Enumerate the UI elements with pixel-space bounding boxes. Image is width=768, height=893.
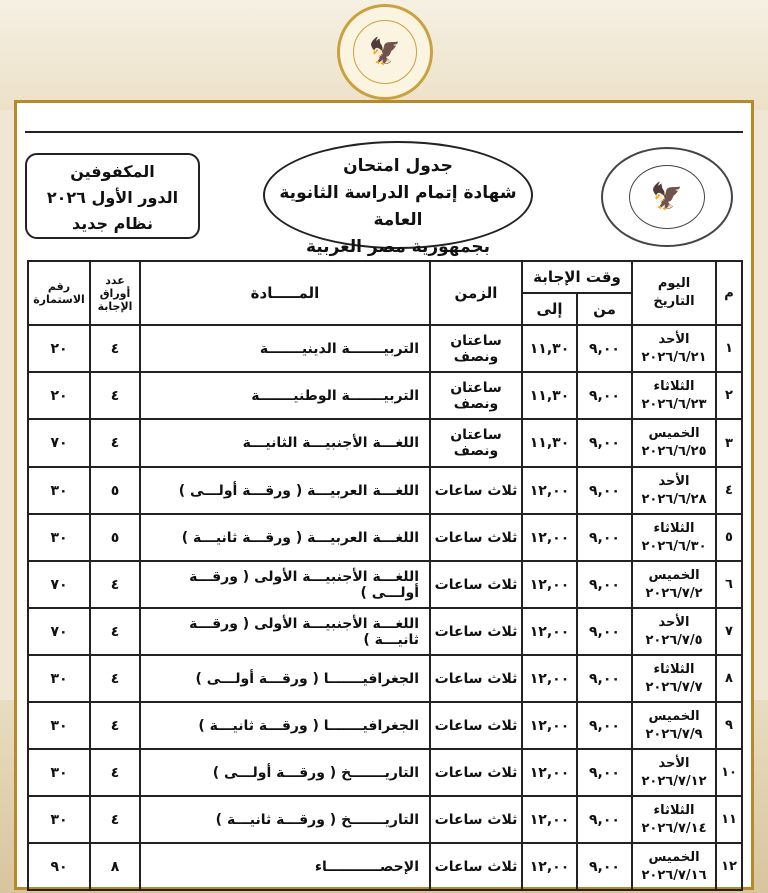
duration: ثلاث ساعات — [430, 467, 522, 514]
answer-sheets-count: ٤ — [90, 749, 140, 796]
start-time: ٩,٠٠ — [577, 702, 632, 749]
start-time: ٩,٠٠ — [577, 749, 632, 796]
duration: ثلاث ساعات — [430, 561, 522, 608]
day-name: الخميس — [648, 567, 700, 583]
row-number: ٢ — [716, 372, 742, 419]
header-duration: الزمن — [430, 261, 522, 325]
answer-sheets-count: ٤ — [90, 702, 140, 749]
duration: ثلاث ساعات — [430, 749, 522, 796]
page-title: جدول امتحان — [343, 156, 453, 176]
day-date-cell — [632, 514, 716, 561]
day-date-cell — [632, 843, 716, 890]
exam-date: ٢٠٢٦/٧/١٤ — [641, 820, 707, 836]
subject-name: التاريـــــــخ ( ورقـــة ثانيـــة ) — [140, 796, 430, 843]
start-time: ٩,٠٠ — [577, 372, 632, 419]
row-number: ٨ — [716, 655, 742, 702]
day-date-cell — [632, 419, 716, 467]
ministry-seal-icon: 🦅 — [337, 4, 433, 100]
subject-name: اللغـــة الأجنبيـــة الأولى ( ورقـــة أولـــى ) — [140, 561, 430, 608]
start-time: ٩,٠٠ — [577, 514, 632, 561]
answer-sheets-count: ٤ — [90, 419, 140, 467]
start-time: ٩,٠٠ — [577, 467, 632, 514]
day-date-cell — [632, 372, 716, 419]
day-name: الخميس — [648, 426, 700, 441]
day-date-cell — [632, 608, 716, 655]
subject-name: التربيـــــــة الوطنيـــــــة — [140, 372, 430, 419]
duration: ثلاث ساعات — [430, 608, 522, 655]
duration: ساعتان ونصف — [430, 372, 522, 419]
end-time: ١٢,٠٠ — [522, 843, 577, 890]
exam-date: ٢٠٢٦/٧/٢ — [645, 585, 703, 601]
table-row — [28, 608, 742, 655]
form-number: ٣٠ — [28, 514, 90, 561]
day-date-cell — [632, 467, 716, 514]
form-number: ٧٠ — [28, 608, 90, 655]
row-number: ١٢ — [716, 843, 742, 890]
form-number: ٢٠ — [28, 325, 90, 372]
exam-date: ٢٠٢٦/٦/٣٠ — [641, 538, 707, 554]
day-date-cell — [632, 702, 716, 749]
document-frame — [14, 100, 754, 890]
header-day-date — [632, 261, 716, 325]
duration: ثلاث ساعات — [430, 702, 522, 749]
day-name: الخميس — [648, 708, 700, 724]
day-date-cell — [632, 655, 716, 702]
end-time: ١٢,٠٠ — [522, 561, 577, 608]
table-row — [28, 419, 742, 467]
table-row — [28, 561, 742, 608]
title-oval — [263, 141, 533, 257]
header-answer-time: وقت الإجابة — [522, 261, 632, 293]
start-time: ٩,٠٠ — [577, 325, 632, 372]
end-time: ١١,٣٠ — [522, 372, 577, 419]
subject-name: اللغـــة الأجنبيـــة الثانيـــة — [140, 419, 430, 467]
day-name: الثلاثاء — [653, 378, 695, 394]
day-name: الأحد — [658, 614, 690, 630]
day-name: الأحد — [658, 755, 690, 771]
answer-sheets-count: ٤ — [90, 325, 140, 372]
document-sheet — [25, 111, 743, 881]
duration: ثلاث ساعات — [430, 655, 522, 702]
header-date: التاريخ — [653, 294, 695, 309]
subject-name: اللغـــة العربيـــة ( ورقـــة أولـــى ) — [140, 467, 430, 514]
ministry-logo-icon: 🦅 — [601, 147, 733, 247]
answer-sheets-count: ٨ — [90, 843, 140, 890]
answer-sheets-count: ٥ — [90, 467, 140, 514]
exam-date: ٢٠٢٦/٦/٢١ — [641, 349, 707, 365]
category-box — [25, 153, 200, 239]
table-row — [28, 796, 742, 843]
row-number: ١١ — [716, 796, 742, 843]
row-number: ٤ — [716, 467, 742, 514]
form-number: ٧٠ — [28, 419, 90, 467]
form-number: ٣٠ — [28, 749, 90, 796]
subject-name: الجغرافيـــــــا ( ورقـــة أولـــى ) — [140, 655, 430, 702]
duration: ساعتان ونصف — [430, 419, 522, 467]
form-number: ٣٠ — [28, 467, 90, 514]
day-date-cell — [632, 561, 716, 608]
duration: ثلاث ساعات — [430, 796, 522, 843]
form-number: ٩٠ — [28, 843, 90, 890]
day-name: الثلاثاء — [653, 661, 695, 677]
start-time: ٩,٠٠ — [577, 843, 632, 890]
exam-schedule-table — [27, 260, 743, 891]
answer-sheets-count: ٤ — [90, 655, 140, 702]
category-title: المكفوفين — [70, 162, 155, 181]
table-row — [28, 749, 742, 796]
day-name: الثلاثاء — [653, 520, 695, 536]
duration: ثلاث ساعات — [430, 843, 522, 890]
answer-sheets-count: ٥ — [90, 514, 140, 561]
answer-sheets-count: ٤ — [90, 608, 140, 655]
answer-sheets-count: ٤ — [90, 561, 140, 608]
end-time: ١٢,٠٠ — [522, 702, 577, 749]
exam-date: ٢٠٢٦/٧/٧ — [645, 679, 703, 695]
subject-name: الإحصـــــــــــاء — [140, 843, 430, 890]
table-row — [28, 702, 742, 749]
duration: ثلاث ساعات — [430, 514, 522, 561]
form-number: ٣٠ — [28, 796, 90, 843]
end-time: ١٢,٠٠ — [522, 608, 577, 655]
exam-date: ٢٠٢٦/٦/٢٣ — [641, 396, 707, 412]
table-row — [28, 467, 742, 514]
start-time: ٩,٠٠ — [577, 561, 632, 608]
end-time: ١٢,٠٠ — [522, 467, 577, 514]
duration: ساعتان ونصف — [430, 325, 522, 372]
start-time: ٩,٠٠ — [577, 655, 632, 702]
start-time: ٩,٠٠ — [577, 608, 632, 655]
form-number: ٧٠ — [28, 561, 90, 608]
day-name: الأحد — [658, 331, 690, 347]
table-row — [28, 514, 742, 561]
row-number: ٥ — [716, 514, 742, 561]
end-time: ١٢,٠٠ — [522, 655, 577, 702]
subject-name: التربيـــــــة الدينيـــــــة — [140, 325, 430, 372]
row-number: ٩ — [716, 702, 742, 749]
form-number: ٣٠ — [28, 655, 90, 702]
certificate-name: شهادة إتمام الدراسة الثانوية العامة — [279, 183, 517, 230]
start-time: ٩,٠٠ — [577, 796, 632, 843]
exam-date: ٢٠٢٦/٧/١٦ — [641, 867, 707, 883]
end-time: ١٢,٠٠ — [522, 514, 577, 561]
divider — [25, 131, 743, 133]
exam-date: ٢٠٢٦/٧/٩ — [645, 726, 703, 742]
header-subject: المـــــادة — [140, 261, 430, 325]
end-time: ١١,٣٠ — [522, 325, 577, 372]
subject-name: التاريـــــــخ ( ورقـــة أولـــى ) — [140, 749, 430, 796]
table-row — [28, 843, 742, 890]
subject-name: الجغرافيـــــــا ( ورقـــة ثانيـــة ) — [140, 702, 430, 749]
header-day: اليوم — [657, 276, 691, 291]
end-time: ١٢,٠٠ — [522, 796, 577, 843]
row-number: ٣ — [716, 419, 742, 467]
table-row — [28, 372, 742, 419]
start-time: ٩,٠٠ — [577, 419, 632, 467]
answer-sheets-count: ٤ — [90, 796, 140, 843]
row-number: ٦ — [716, 561, 742, 608]
subject-name: اللغـــة العربيـــة ( ورقـــة ثانيـــة ) — [140, 514, 430, 561]
header-form-no: رقم الاستمارة — [28, 261, 90, 325]
form-number: ٣٠ — [28, 702, 90, 749]
header-sheets: عدد أوراق الإجابة — [90, 261, 140, 325]
row-number: ١٠ — [716, 749, 742, 796]
country-name: بجمهورية مصر العربية — [305, 237, 491, 257]
day-name: الخميس — [648, 849, 700, 865]
day-name: الثلاثاء — [653, 802, 695, 818]
form-number: ٢٠ — [28, 372, 90, 419]
subject-name: اللغـــة الأجنبيـــة الأولى ( ورقـــة ثانيـــة ) — [140, 608, 430, 655]
table-row — [28, 325, 742, 372]
header-no: م — [716, 261, 742, 325]
answer-sheets-count: ٤ — [90, 372, 140, 419]
row-number: ١ — [716, 325, 742, 372]
day-name: الأحد — [658, 473, 690, 489]
row-number: ٧ — [716, 608, 742, 655]
session-label: الدور الأول ٢٠٢٦ — [46, 188, 179, 207]
end-time: ١١,٣٠ — [522, 419, 577, 467]
exam-date: ٢٠٢٦/٦/٢٨ — [641, 491, 707, 507]
system-label: نظام جديد — [72, 214, 153, 233]
end-time: ١٢,٠٠ — [522, 749, 577, 796]
day-date-cell — [632, 796, 716, 843]
day-date-cell — [632, 749, 716, 796]
exam-date: ٢٠٢٦/٧/٥ — [645, 632, 703, 648]
header-from: من — [577, 293, 632, 325]
exam-date: ٢٠٢٦/٦/٢٥ — [641, 444, 707, 459]
table-row — [28, 655, 742, 702]
exam-date: ٢٠٢٦/٧/١٢ — [641, 773, 707, 789]
header-to: إلى — [522, 293, 577, 325]
day-date-cell — [632, 325, 716, 372]
